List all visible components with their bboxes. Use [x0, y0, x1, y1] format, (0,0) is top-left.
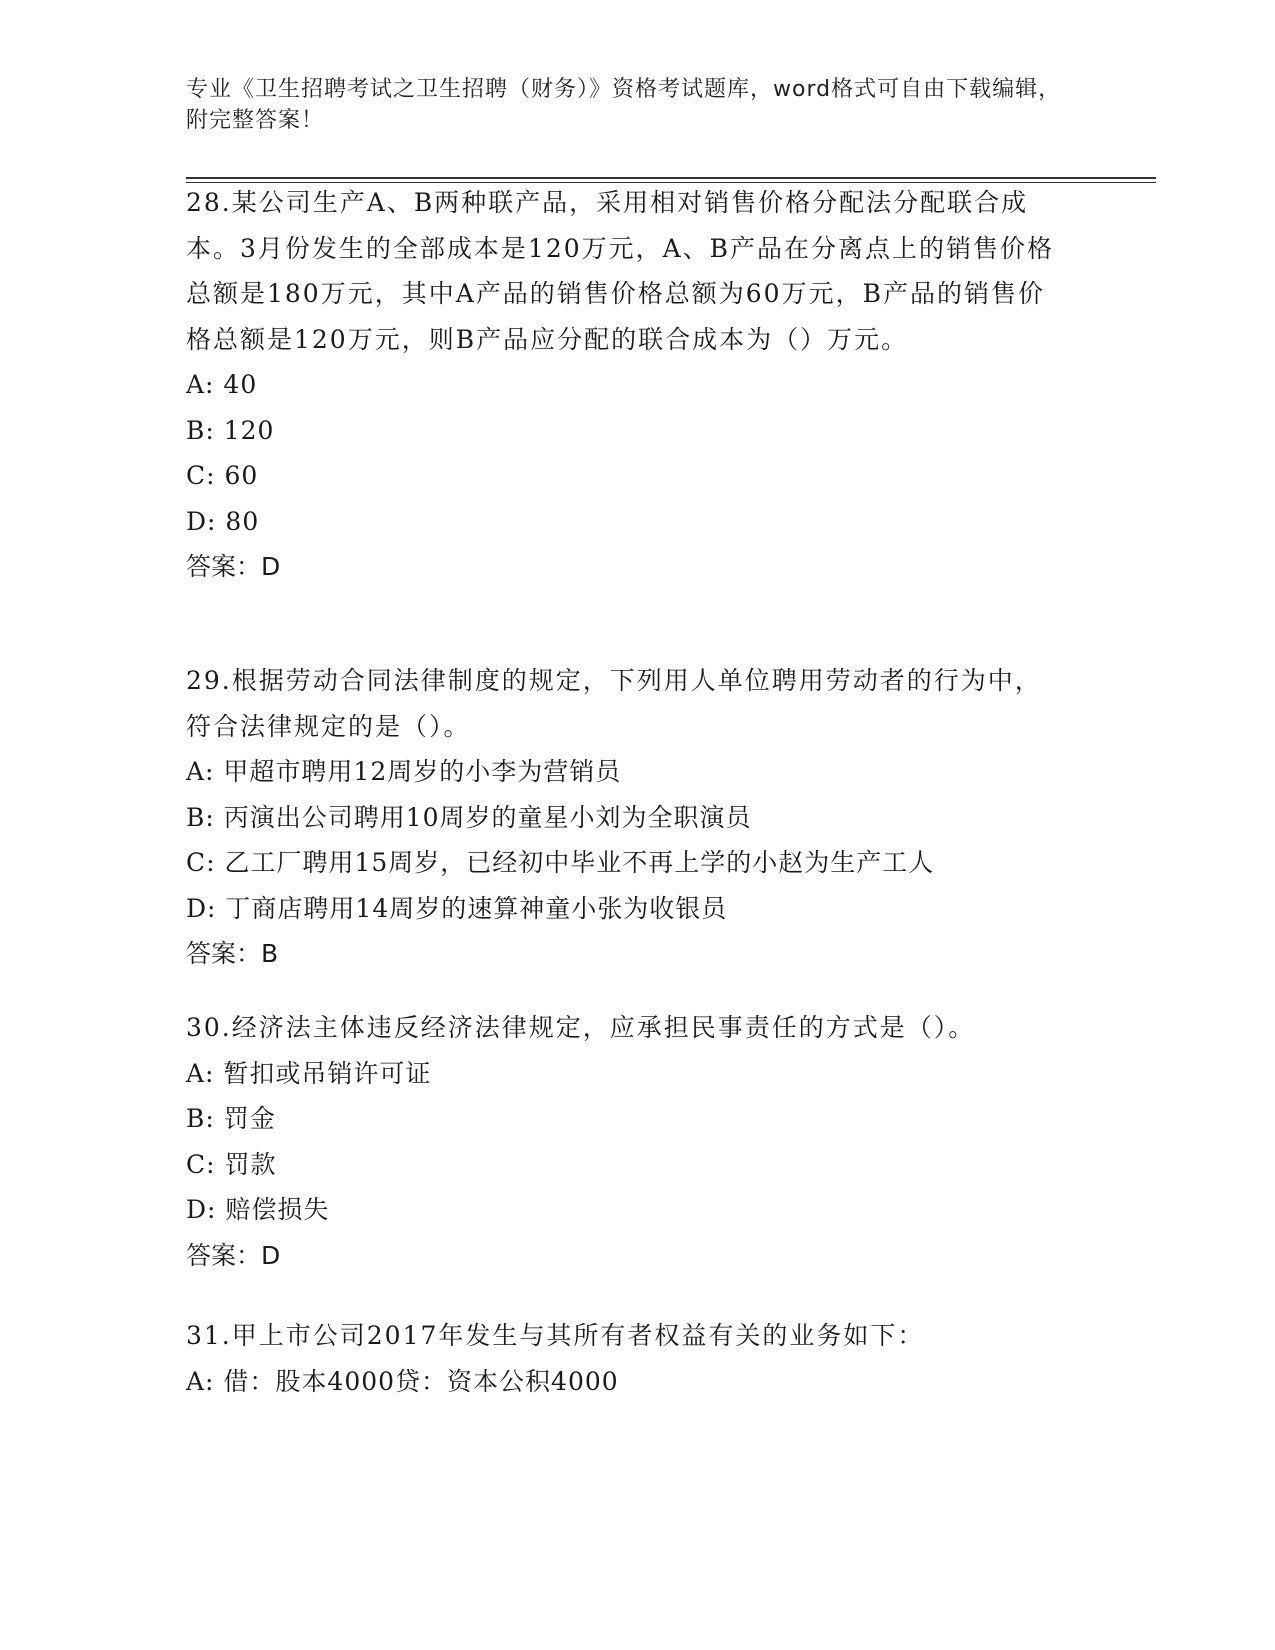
document-header: 专业《卫生招聘考试之卫生招聘（财务）》资格考试题库，word格式可自由下载编辑，附完整答案！ [186, 77, 1062, 133]
option-b: B: 丙演出公司聘用10周岁的童星小刘为全职演员 [186, 802, 752, 832]
question-28 [186, 180, 1066, 590]
answer-label: 答案：D [186, 552, 281, 581]
question-31 [186, 1313, 1066, 1404]
answer-label: 答案：B [186, 939, 279, 968]
option-b: B: 罚金 [186, 1104, 276, 1133]
question-stem: 29.根据劳动合同法律制度的规定，下列用人单位聘用劳动者的行为中，符合法律规定的是（）。 [186, 666, 1042, 741]
option-d: D: 赔偿损失 [186, 1195, 330, 1224]
option-c: C: 60 [186, 461, 259, 490]
option-c: C: 罚款 [186, 1149, 277, 1179]
question-30 [186, 1005, 1066, 1278]
option-a: A: 甲超市聘用12周岁的小李为营销员 [186, 757, 622, 786]
option-d: D: 丁商店聘用14周岁的速算神童小张为收银员 [186, 893, 728, 923]
question-29 [186, 658, 1066, 977]
question-stem: 28.某公司生产A、B两种联产品，采用相对销售价格分配法分配联合成本。3月份发生的全部成本是120万元，A、B产品在分离点上的销售价格总额是180万元，其中A产品的销售价格总额为60万元，B产品的销售价格总额是120万元，则B产品应分配的联合成本为（）万元。 [186, 188, 1055, 354]
option-d: D: 80 [186, 506, 260, 536]
option-b: B: 120 [186, 415, 275, 445]
option-a: A: 40 [186, 370, 258, 399]
question-stem: 31.甲上市公司2017年发生与其所有者权益有关的业务如下： [186, 1321, 925, 1350]
option-a: A: 借：股本4000贷：资本公积4000 [186, 1366, 619, 1396]
question-stem: 30.经济法主体违反经济法律规定，应承担民事责任的方式是（）。 [186, 1013, 976, 1042]
header-divider-thick [186, 177, 1156, 179]
option-c: C: 乙工厂聘用15周岁，已经初中毕业不再上学的小赵为生产工人 [186, 848, 935, 877]
answer-label: 答案：D [186, 1240, 281, 1270]
option-a: A: 暂扣或吊销许可证 [186, 1058, 432, 1088]
